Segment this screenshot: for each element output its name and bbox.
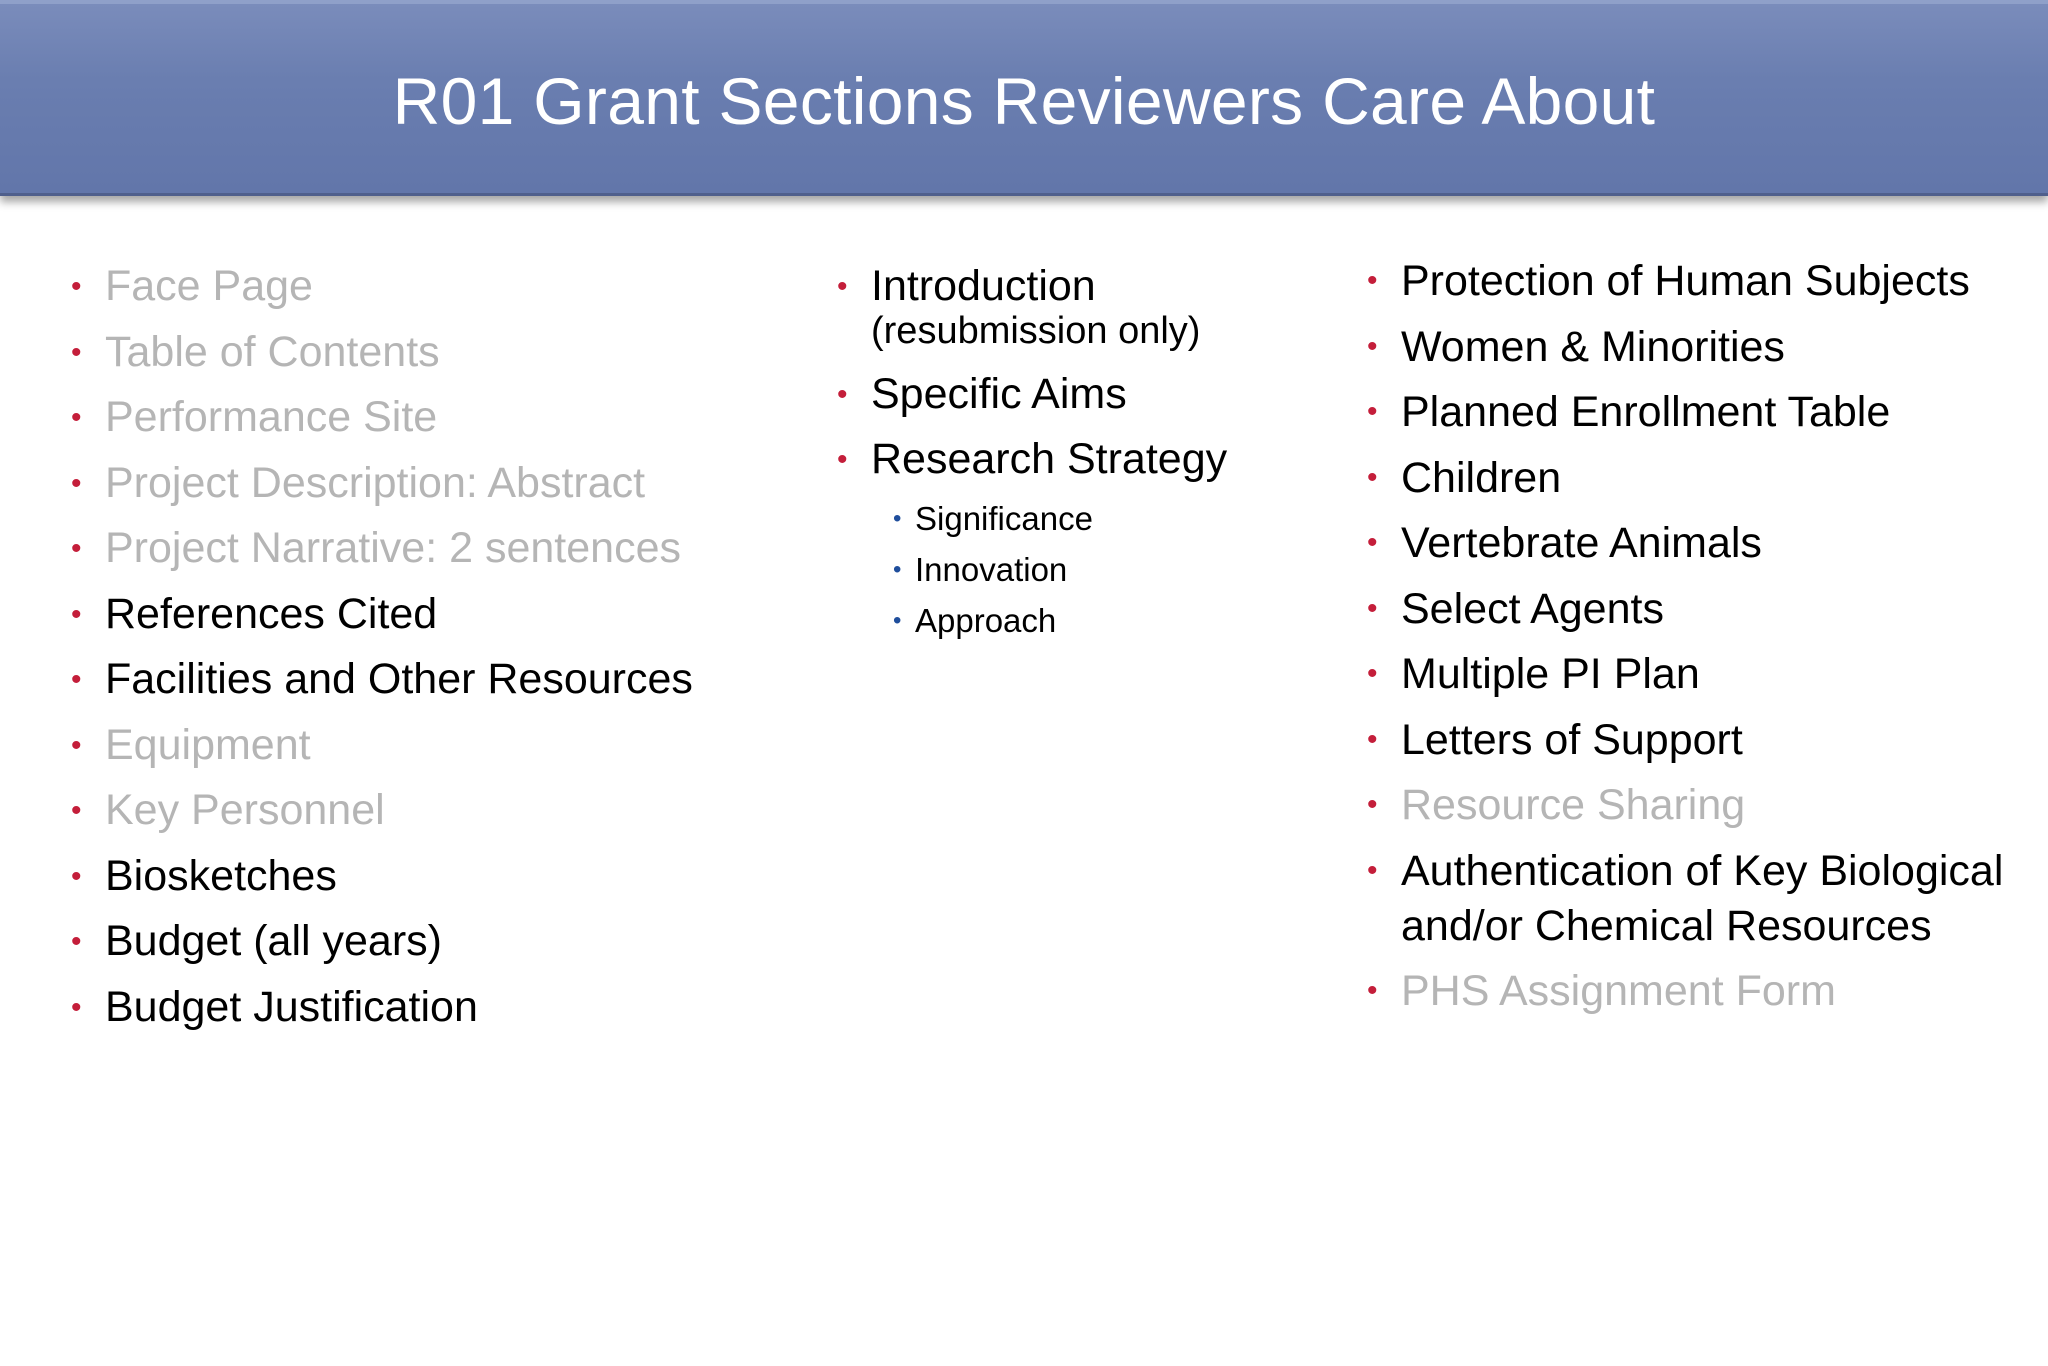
sub-list-item: [893, 595, 1351, 646]
list-item: [1367, 320, 2041, 375]
list-item: [71, 516, 805, 582]
list-item-label: PHS Assignment Form: [1401, 967, 1836, 1015]
list-item-label: Authentication of Key Biological and/or Chemical Resources: [1401, 846, 2004, 950]
bullet-icon: •: [1367, 657, 1378, 690]
list-item-label: Select Agents: [1401, 584, 1664, 633]
bullet-icon: •: [893, 504, 902, 532]
list-item-label: Budget Justification: [105, 982, 478, 1031]
sub-list-item: [893, 493, 1351, 544]
list-item: [71, 385, 805, 451]
list-item: [71, 647, 805, 713]
list-item-label: Protection of Human Subjects: [1401, 257, 1970, 305]
list-item-label: Women & Minorities: [1401, 322, 1785, 371]
bullet-icon: •: [71, 532, 82, 565]
list-item-label: Face Page: [105, 262, 313, 310]
bullet-icon: •: [71, 335, 82, 369]
list-item-label: Key Personnel: [105, 786, 385, 834]
list-item-label: Specific Aims: [871, 369, 1127, 418]
list-item: [1367, 713, 2041, 768]
list-item: [71, 909, 805, 975]
list-item: [71, 451, 805, 517]
bullet-icon: •: [71, 597, 82, 631]
list-item: [1367, 451, 2041, 506]
list-item: [1367, 254, 2041, 309]
list-item: [1367, 844, 2041, 954]
list-item-research-strategy: [837, 427, 1351, 646]
bullet-icon: •: [837, 443, 848, 476]
bullet-icon: •: [71, 401, 82, 434]
right-column-list: [1367, 254, 2041, 1030]
left-column-list: [71, 254, 805, 1040]
list-item-introduction: [837, 254, 1351, 354]
list-item-label: Project Description: Abstract: [105, 458, 646, 507]
bullet-icon: •: [1367, 788, 1378, 821]
bullet-icon: •: [1367, 722, 1378, 756]
middle-column-list: [837, 254, 1351, 646]
list-item-label: Children: [1401, 453, 1562, 502]
list-item: [71, 254, 805, 320]
title-bar: [0, 0, 2048, 196]
bullet-icon: •: [71, 859, 82, 893]
list-item-label: Letters of Support: [1401, 715, 1743, 764]
list-item: [1367, 964, 2041, 1019]
list-item: [1367, 582, 2041, 637]
list-item: [1367, 778, 2041, 833]
bullet-icon: •: [837, 270, 848, 303]
bullet-icon: •: [1367, 395, 1378, 428]
list-item: [71, 778, 805, 844]
list-item-label: Performance Site: [105, 393, 438, 441]
bullet-icon: •: [71, 270, 82, 303]
list-item: [1367, 647, 2041, 702]
list-item-label: References Cited: [105, 589, 438, 638]
list-item-label: Research Strategy: [871, 435, 1228, 483]
list-item: [1367, 385, 2041, 440]
list-item-label: Facilities and Other Resources: [105, 655, 693, 703]
list-item-label: Resource Sharing: [1401, 781, 1746, 829]
slide-title: R01 Grant Sections Reviewers Care About: [392, 63, 1656, 138]
list-item-label: Biosketches: [105, 851, 337, 900]
list-item: [71, 975, 805, 1041]
bullet-icon: •: [1367, 591, 1378, 625]
list-item-label: Planned Enrollment Table: [1401, 388, 1891, 436]
bullet-icon: •: [1367, 526, 1378, 559]
bullet-icon: •: [1367, 853, 1378, 887]
list-item-specific-aims: [837, 362, 1351, 428]
list-item-label: Project Narrative: 2 sentences: [105, 524, 681, 572]
introduction-note: (resubmission only): [871, 309, 1201, 352]
list-item: [71, 844, 805, 910]
list-item-label: Equipment: [105, 720, 311, 769]
bullet-icon: •: [1367, 264, 1378, 297]
list-item-label: Vertebrate Animals: [1401, 519, 1762, 567]
list-item-label: Table of Contents: [105, 327, 440, 376]
sub-list-item-label: Innovation: [915, 550, 1068, 588]
bullet-icon: •: [71, 794, 82, 827]
list-item-label: Introduction: [871, 262, 1096, 310]
list-item-label: Budget (all years): [105, 917, 442, 965]
bullet-icon: •: [893, 606, 902, 634]
list-item: [71, 582, 805, 648]
bullet-icon: •: [1367, 329, 1378, 363]
bullet-icon: •: [71, 925, 82, 958]
bullet-icon: •: [1367, 974, 1378, 1007]
bullet-icon: •: [1367, 460, 1378, 494]
sub-list-item-label: Approach: [915, 601, 1057, 639]
bullet-icon: •: [71, 466, 82, 500]
list-item-label: Multiple PI Plan: [1401, 650, 1700, 698]
research-strategy-sublist: [893, 493, 1351, 646]
list-item: [71, 320, 805, 386]
list-item: [1367, 516, 2041, 571]
sub-list-item-label: Significance: [915, 499, 1093, 537]
bullet-icon: •: [71, 663, 82, 696]
bullet-icon: •: [71, 728, 82, 762]
bullet-icon: •: [71, 990, 82, 1024]
bullet-icon: •: [893, 555, 902, 583]
bullet-icon: •: [837, 377, 848, 411]
sub-list-item: [893, 544, 1351, 595]
list-item: [71, 713, 805, 779]
